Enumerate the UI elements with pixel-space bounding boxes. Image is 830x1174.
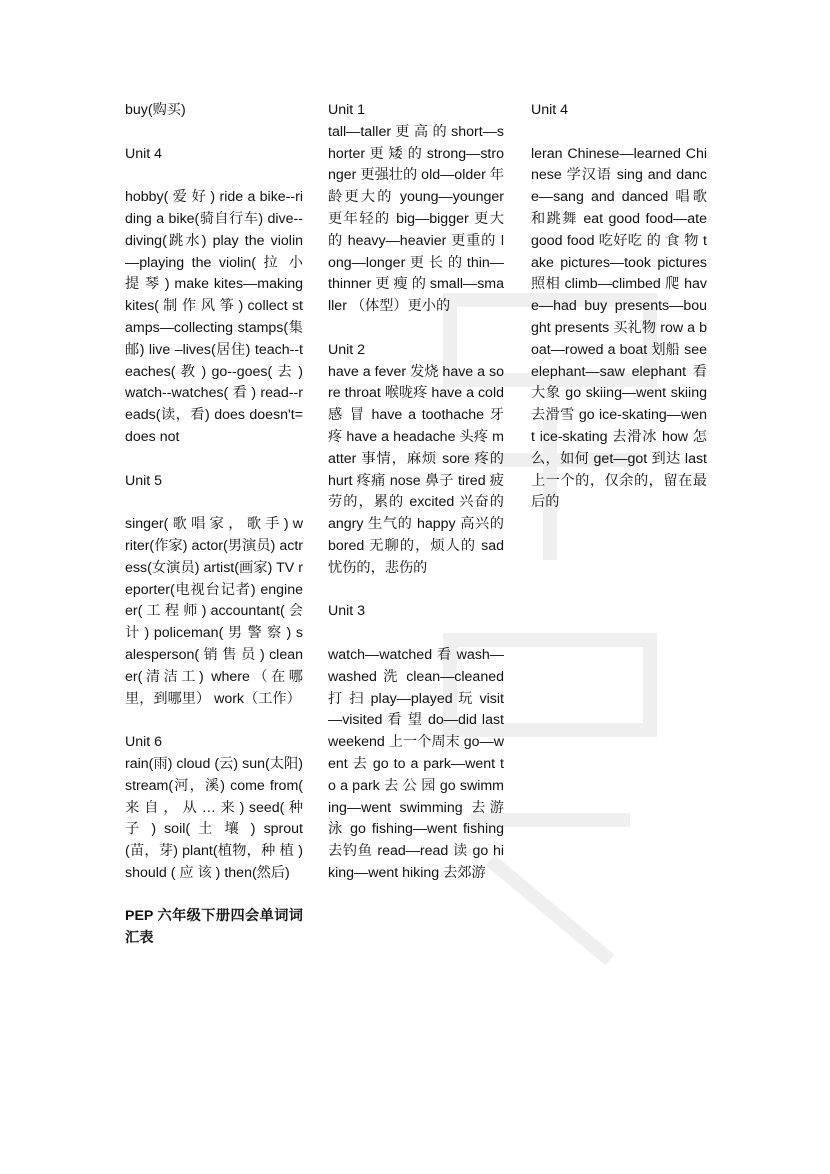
unit2-heading: Unit 2 (328, 341, 366, 358)
unit4-heading: Unit 4 (125, 145, 163, 162)
unit1-vocabulary: tall—taller 更 高 的 short—shorter 更 矮 的 strong—stronger 更强壮的 old—older 年龄更大的 young—younger 更年轻的 big—bigger 更大的 heavy—heavier 更重的 long—longer 更 长 的 thin—thinner 更 瘦 的 small—smaller （体型）更小的 (328, 123, 504, 315)
intro-text: buy(购买) (125, 102, 186, 118)
unit2-vocabulary: have a fever 发烧 have a sore throat 喉咙疼 have a cold 感 冒 have a toothache 牙疼 have a headache 头疼 matter 事情，麻烦 sore 疼的 hurt 疼痛 nose 鼻子 tired 疲劳的，累的 excited 兴奋的 angry 生气的 happy 高兴的 bored 无聊的，烦人的 sad 忧伤的，悲伤的 (328, 363, 504, 576)
unit1-heading: Unit 1 (328, 102, 366, 118)
unit4b-vocabulary: leran Chinese—learned Chinese 学汉语 sing and dance—sang and danced 唱歌和跳舞 eat good food—ate good food 吃好吃 的 食 物 take pictures—took pictures 照相 climb—climbed 爬 have—had buy presents—bought presents 买礼物 row a boat—rowed a boat 划船 see elephant—saw elephant 看大象 go skiing—went skiing 去滑雪 go ice-skating—went ice-skating 去滑冰 how 怎么，如何 get—got 到达 last 上一个的，仅余的，留在最后的 (531, 145, 707, 511)
unit4b-heading: Unit 4 (531, 102, 569, 118)
document-title: PEP 六年级下册四会单词词汇表 (125, 908, 303, 947)
unit3-heading: Unit 3 (328, 603, 366, 620)
unit5-vocabulary: singer( 歌 唱 家 ， 歌 手 ) writer(作家) actor(男演员) actress(女演员) artist(画家) TV reporter(电视台记者) engineer( 工 程 师 ) accountant( 会 计 ) policeman( 男 警 察 ) salesperson( 销 售 员 ) cleaner(清洁工) where（在哪里，到哪里） work（工作） (125, 516, 303, 707)
column-middle (328, 100, 504, 885)
column-left (125, 100, 303, 950)
unit6-heading: Unit 6 (125, 734, 163, 751)
unit4-vocabulary: hobby( 爱 好 ) ride a bike--riding a bike(骑自行车) dive--diving(跳水) play the violin—playing the violin( 拉 小 提 琴 ) make kites—making kites( 制 作 风 筝 ) collect stamps—collecting stamps(集邮) live –lives(居住) teach--teaches( 教 ) go--goes( 去 ) watch--watches( 看 ) read--reads(读，看) does doesn't=does not (125, 189, 303, 445)
unit3-vocabulary: watch—watched 看 wash—washed 洗 clean—cleaned 打 扫 play—played 玩 visit—visited 看 望 do—did last weekend 上一个周末 go—went 去 go to a park—went to a park 去 公 园 go swimming—went swimming 去游泳 go fishing—went fishing 去钓鱼 read—read 读 go hiking—went hiking 去郊游 (328, 646, 504, 881)
unit6-vocabulary: rain(雨) cloud (云) sun(太阳) stream(河，溪) come from( 来 自 ， 从 … 来 ) seed( 种 子 ) soil( 土 壤 ) sprout (苗，芽) plant(植物，种 植 ) should ( 应 该 ) then(然后) (125, 755, 303, 881)
column-right (531, 100, 707, 514)
unit5-heading: Unit 5 (125, 472, 163, 489)
